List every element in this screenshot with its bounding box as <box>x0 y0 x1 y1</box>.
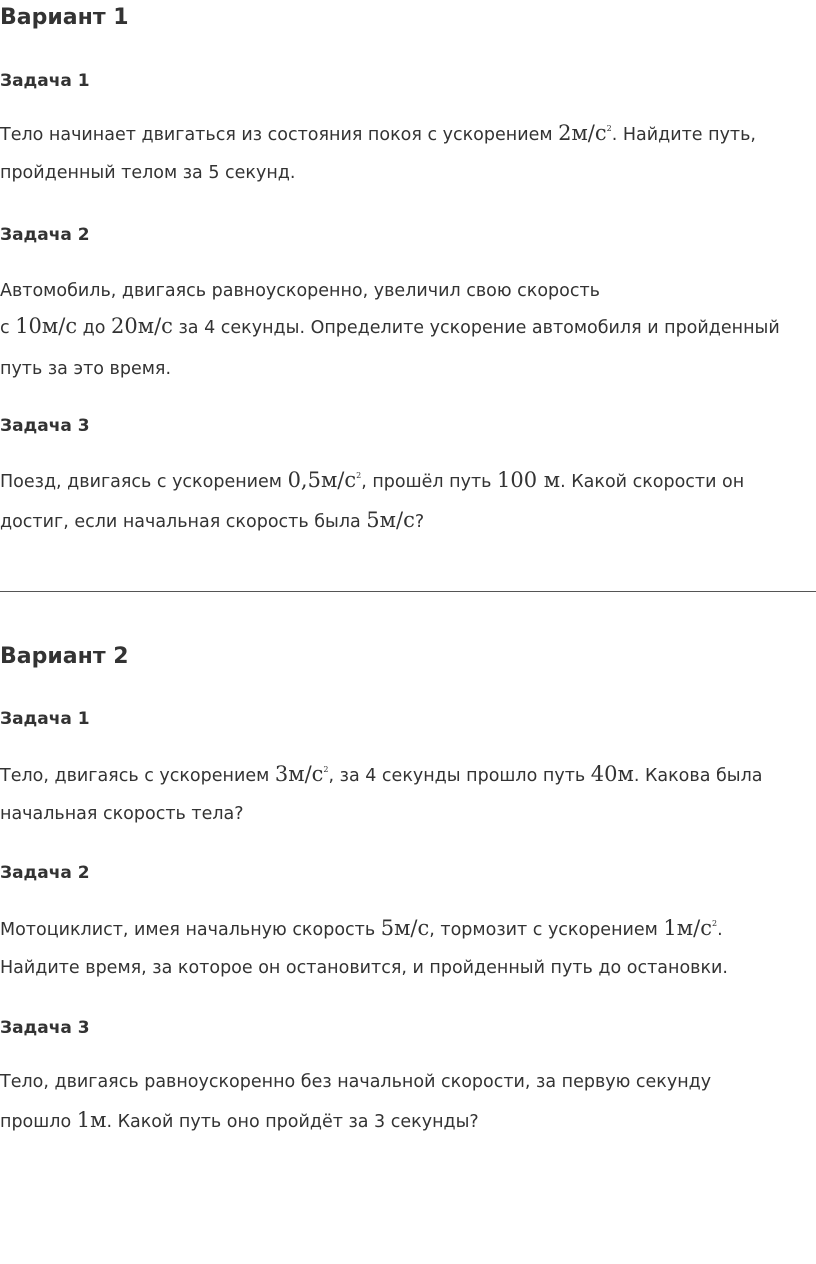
v2-task-3-text: Тело, двигаясь равноускоренно без начальной скорости, за первую секунду прошло 1м. Какой путь оно пройдёт за 3 секунды? <box>0 1072 712 1132</box>
v2-task-3-title: Задача 3 <box>0 1018 90 1038</box>
formula: $0,5м/с^2$ <box>287 468 362 492</box>
v2-task-2-title: Задача 2 <box>0 863 90 883</box>
v1-task-1-title: Задача 1 <box>0 71 90 91</box>
v2-task-1-title: Задача 1 <box>0 709 90 729</box>
v1-task-2-title: Задача 2 <box>0 225 90 245</box>
v1-task-1-text: Тело начинает двигаться из состояния покоя с ускорением $2м/с^2$. Найдите путь, пройденный телом за 5 секунд. <box>0 121 756 183</box>
formula: 20м/с <box>111 314 173 338</box>
variant-1-title: Вариант 1 <box>0 5 129 30</box>
formula: 100 м <box>497 468 561 492</box>
formula: 40м <box>590 762 634 786</box>
v1-task-3-text: Поезд, двигаясь с ускорением $0,5м/с^2$, прошёл путь 100 м. Какой скорости он достиг, если начальная скорость была 5м/с? <box>0 468 745 532</box>
v1-task-3-title: Задача 3 <box>0 416 90 436</box>
formula: 5м/с <box>366 508 415 532</box>
variant-2-title: Вариант 2 <box>0 644 129 669</box>
formula: 5м/с <box>380 916 430 940</box>
formula: 10м/с <box>15 314 78 338</box>
formula: 1м <box>76 1108 107 1132</box>
formula: $2м/с^2$ <box>558 121 612 145</box>
formula: $3м/с^2$ <box>274 762 329 786</box>
v2-task-2-text: Мотоциклист, имея начальную скорость 5м/с, тормозит с ускорением $1м/с^2$. Найдите время, за которое он остановится, и пройденный путь до остановки. <box>0 916 728 978</box>
variant-divider <box>0 591 816 592</box>
v2-task-1-text: Тело, двигаясь с ускорением $3м/с^2$, за 4 секунды прошло путь 40м. Какова была начальная скорость тела? <box>0 762 763 824</box>
v1-task-2-text: Автомобиль, двигаясь равноускоренно, увеличил свою скорость с 10м/с до 20м/с за 4 секунды. Определите ускорение автомобиля и пройденный путь за это время. <box>0 281 780 379</box>
formula: $1м/с^2$ <box>663 916 718 940</box>
